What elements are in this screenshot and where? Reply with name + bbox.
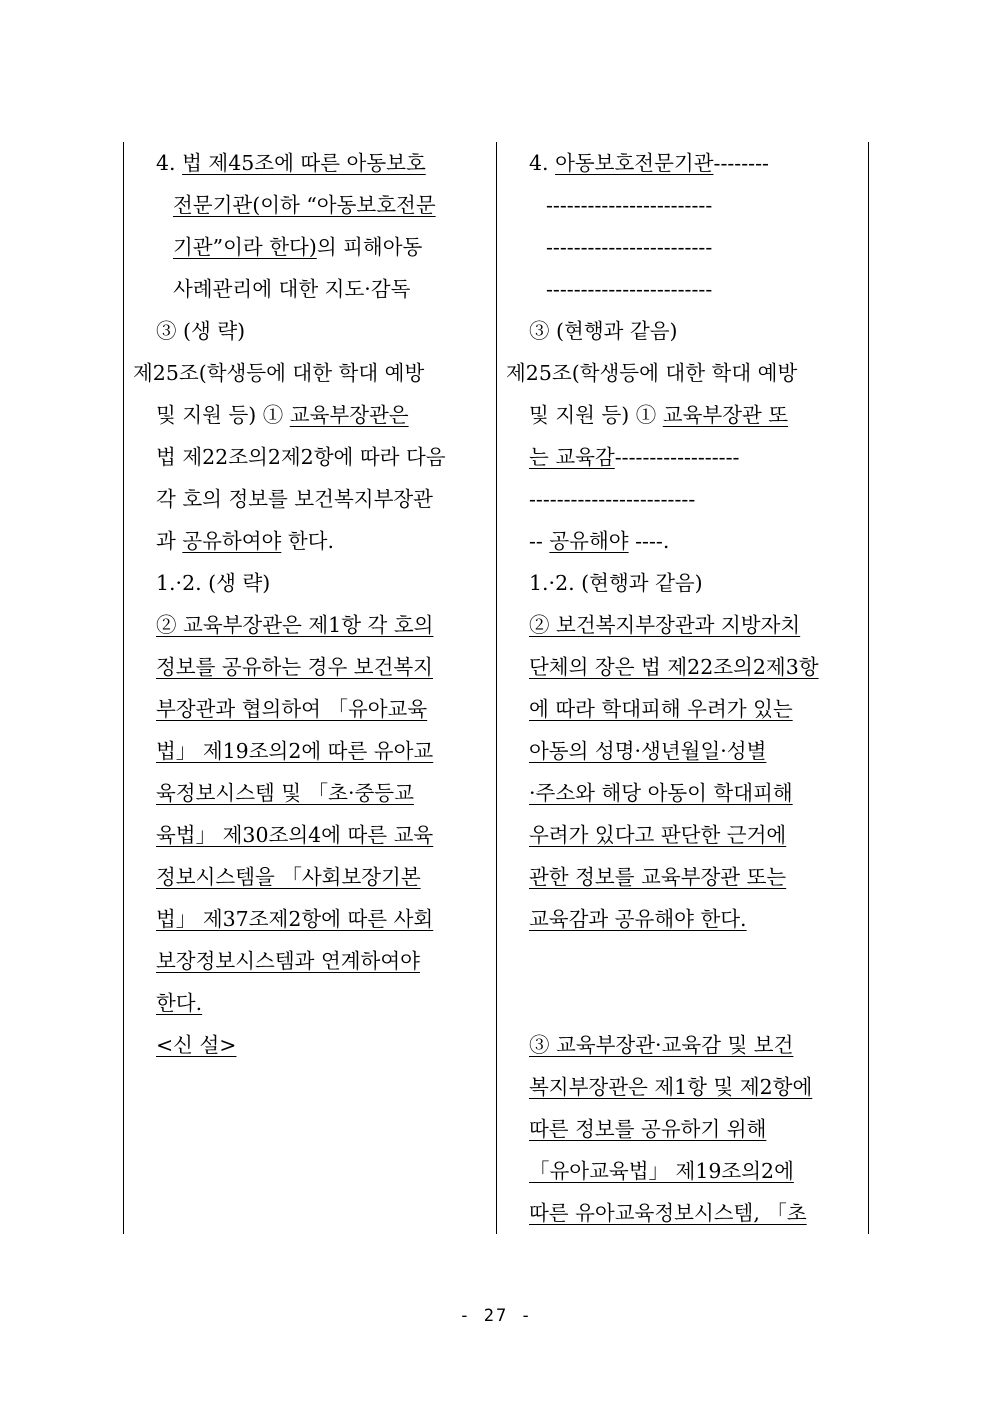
right-art25-line2: 및 지원 등) ① 교육부장관 또 bbox=[529, 403, 789, 427]
left-para2-line: 법」 제19조의2에 따른 유아교 bbox=[156, 739, 434, 763]
right-para2-line: ·주소와 해당 아동이 학대피해 bbox=[529, 781, 793, 805]
right-item4-line1: 4. 아동보호전문기관-------- bbox=[529, 151, 769, 175]
right-art25-line3: 는 교육감------------------ bbox=[529, 445, 740, 469]
left-art25-line5: 과 공유하여야 한다. bbox=[156, 529, 334, 553]
right-item4-dash4: ------------------------ bbox=[546, 277, 713, 301]
left-art25-line4: 각 호의 정보를 보건복지부장관 bbox=[156, 487, 433, 511]
right-para2-line: 단체의 장은 법 제22조의2제3항 bbox=[529, 655, 819, 679]
left-item4-law: 법 제45조에 따른 아동보호 bbox=[182, 151, 426, 175]
right-para3-new-line: 따른 유아교육정보시스템, 「초 bbox=[529, 1201, 807, 1225]
right-para2-line: ② 보건복지부장관과 지방자치 bbox=[529, 613, 801, 637]
left-art25-line1: 제25조(학생등에 대한 학대 예방 bbox=[133, 361, 425, 385]
left-para3: ③ (생 략) bbox=[156, 319, 246, 343]
right-para3-new-line: 복지부장관은 제1항 및 제2항에 bbox=[529, 1075, 813, 1099]
right-para3-new-line: 「유아교육법」 제19조의2에 bbox=[529, 1159, 794, 1183]
right-para2-line: 에 따라 학대피해 우려가 있는 bbox=[529, 697, 793, 721]
column-divider-left bbox=[123, 142, 124, 1234]
left-para2-line: 한다. bbox=[156, 991, 203, 1015]
right-item4-dash2: ------------------------ bbox=[546, 193, 713, 217]
left-art25-line3: 법 제22조의2제2항에 따라 다음 bbox=[156, 445, 446, 469]
left-item4-line1: 4. 법 제45조에 따른 아동보호 bbox=[156, 151, 426, 175]
right-art25-line1: 제25조(학생등에 대한 학대 예방 bbox=[506, 361, 798, 385]
right-para2-line: 아동의 성명·생년월일·성별 bbox=[529, 739, 767, 763]
right-para3-new-line: ③ 교육부장관·교육감 및 보건 bbox=[529, 1033, 794, 1057]
left-para2-line: 부장관과 협의하여 「유아교육 bbox=[156, 697, 428, 721]
right-para2-line: 관한 정보를 교육부장관 또는 bbox=[529, 865, 787, 889]
left-new-label: <신 설> bbox=[156, 1033, 237, 1057]
right-para2-line: 우려가 있다고 판단한 근거에 bbox=[529, 823, 787, 847]
right-art25-line4: ------------------------ bbox=[529, 487, 696, 511]
left-para2-line: 법」 제37조제2항에 따른 사회 bbox=[156, 907, 434, 931]
right-art25-line5: -- 공유해야 ----. bbox=[529, 529, 670, 553]
left-item4-line2: 전문기관(이하 “아동보호전문 bbox=[173, 193, 436, 217]
column-divider-middle bbox=[496, 142, 497, 1234]
left-para2-line: 육정보시스템 및 「초·중등교 bbox=[156, 781, 414, 805]
right-para2-line: 교육감과 공유해야 한다. bbox=[529, 907, 747, 931]
column-divider-right bbox=[868, 142, 869, 1234]
left-item4-line3: 기관”이라 한다)의 피해아동 bbox=[173, 235, 423, 259]
left-item4-line4: 사례관리에 대한 지도·감독 bbox=[173, 277, 411, 301]
right-item4-label: 아동보호전문기관 bbox=[555, 151, 714, 175]
right-items-1-2: 1.·2. (현행과 같음) bbox=[529, 571, 703, 595]
right-para3: ③ (현행과 같음) bbox=[529, 319, 678, 343]
right-item4-dash3: ------------------------ bbox=[546, 235, 713, 259]
left-para2-line: 육법」 제30조의4에 따른 교육 bbox=[156, 823, 434, 847]
left-items-1-2: 1.·2. (생 략) bbox=[156, 571, 271, 595]
left-para2-line: 보장정보시스템과 연계하여야 bbox=[156, 949, 420, 973]
right-para3-new-line: 따른 정보를 공유하기 위해 bbox=[529, 1117, 767, 1141]
left-para2-line: 정보를 공유하는 경우 보건복지 bbox=[156, 655, 433, 679]
page-number: - 27 - bbox=[459, 1306, 533, 1326]
left-para2-line: 정보시스템을 「사회보장기본 bbox=[156, 865, 421, 889]
left-art25-line2: 및 지원 등) ① 교육부장관은 bbox=[156, 403, 409, 427]
left-para2-line: ② 교육부장관은 제1항 각 호의 bbox=[156, 613, 434, 637]
